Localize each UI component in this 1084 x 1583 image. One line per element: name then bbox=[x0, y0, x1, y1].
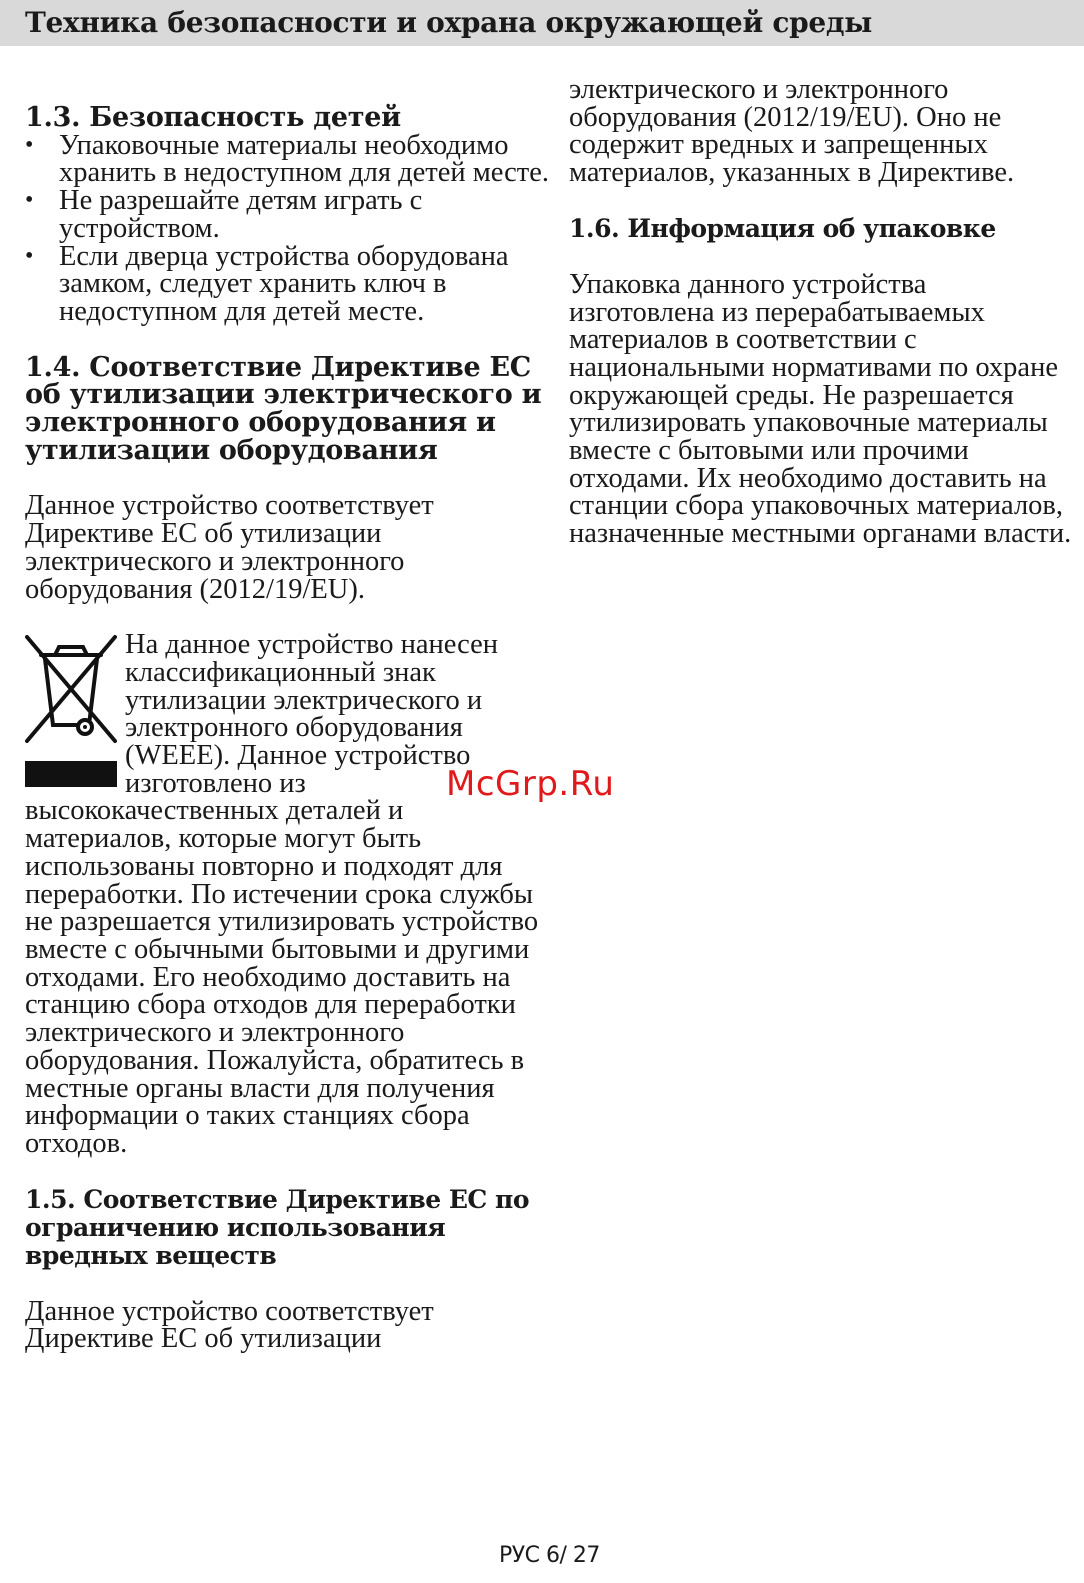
weee-heading: 1.4. Соответствие Директиве ЕС об утилизации электрического и электронного оборудования и утилизации оборудования bbox=[25, 351, 542, 466]
packaging-body: Упаковка данного устройства изготовлена из перерабатываемых материалов в соответствии с национальными нормативами по охране окружающей среды. Не разрешается утилизировать упаковочные материалы вместе с бытовыми или прочими отходами. Их необходимо доставить на станции сбора упаковочных материалов, назначенные местными органами власти. bbox=[569, 268, 1072, 550]
packaging-heading: 1.6. Информация об упаковке bbox=[569, 213, 996, 243]
list-item: • Если дверца устройства оборудована замком, следует хранить ключ в недоступном для детей месте. bbox=[25, 243, 555, 326]
list-item: • Не разрешайте детям играть с устройством. bbox=[25, 187, 555, 242]
right-column bbox=[569, 76, 1074, 548]
weee-black-bar bbox=[25, 761, 117, 787]
child-safety-heading: 1.3. Безопасность детей bbox=[25, 102, 401, 133]
page-number: РУС 6/ 27 bbox=[499, 1543, 600, 1568]
child-safety-list bbox=[25, 129, 555, 327]
rohs-heading: 1.5. Соответствие Директиве ЕС по ограничению использования вредных веществ bbox=[25, 1184, 529, 1270]
crossed-out-wheelie-bin-icon bbox=[25, 635, 117, 785]
rohs-body-left: Данное устройство соответствует Директиве ЕС об утилизации bbox=[25, 1295, 434, 1355]
weee-body: На данное устройство нанесен классификационный знак утилизации электрического и электронного оборудования (WEEE). Данное устройство изготовлено из высококачественных деталей и материалов, которые могут быть использованы повторно и подходят для переработки. По истечении срока службы не разрешается утилизировать устройство вместе с обычными бытовыми и другими отходами. Его необходимо доставить на станцию сбора отходов для переработки электрического и электронного оборудования. Пожалуйста, обратитесь в местные органы власти для получения информации о таких станциях сбора отходов. bbox=[25, 629, 539, 1159]
watermark: McGrp.Ru bbox=[446, 764, 615, 804]
rohs-body-right: электрического и электронного оборудования (2012/19/EU). Оно не содержит вредных и запрещенных материалов, указанных в Директиве. bbox=[569, 74, 1015, 189]
weee-block bbox=[25, 631, 555, 1157]
page-title: Техника безопасности и охрана окружающей среды bbox=[25, 6, 873, 39]
left-column bbox=[25, 90, 555, 1353]
list-item: • Упаковочные материалы необходимо хранить в недоступном для детей месте. bbox=[25, 132, 555, 187]
weee-intro: Данное устройство соответствует Директиве ЕС об утилизации электрического и электронного оборудования (2012/19/EU). bbox=[25, 490, 434, 605]
